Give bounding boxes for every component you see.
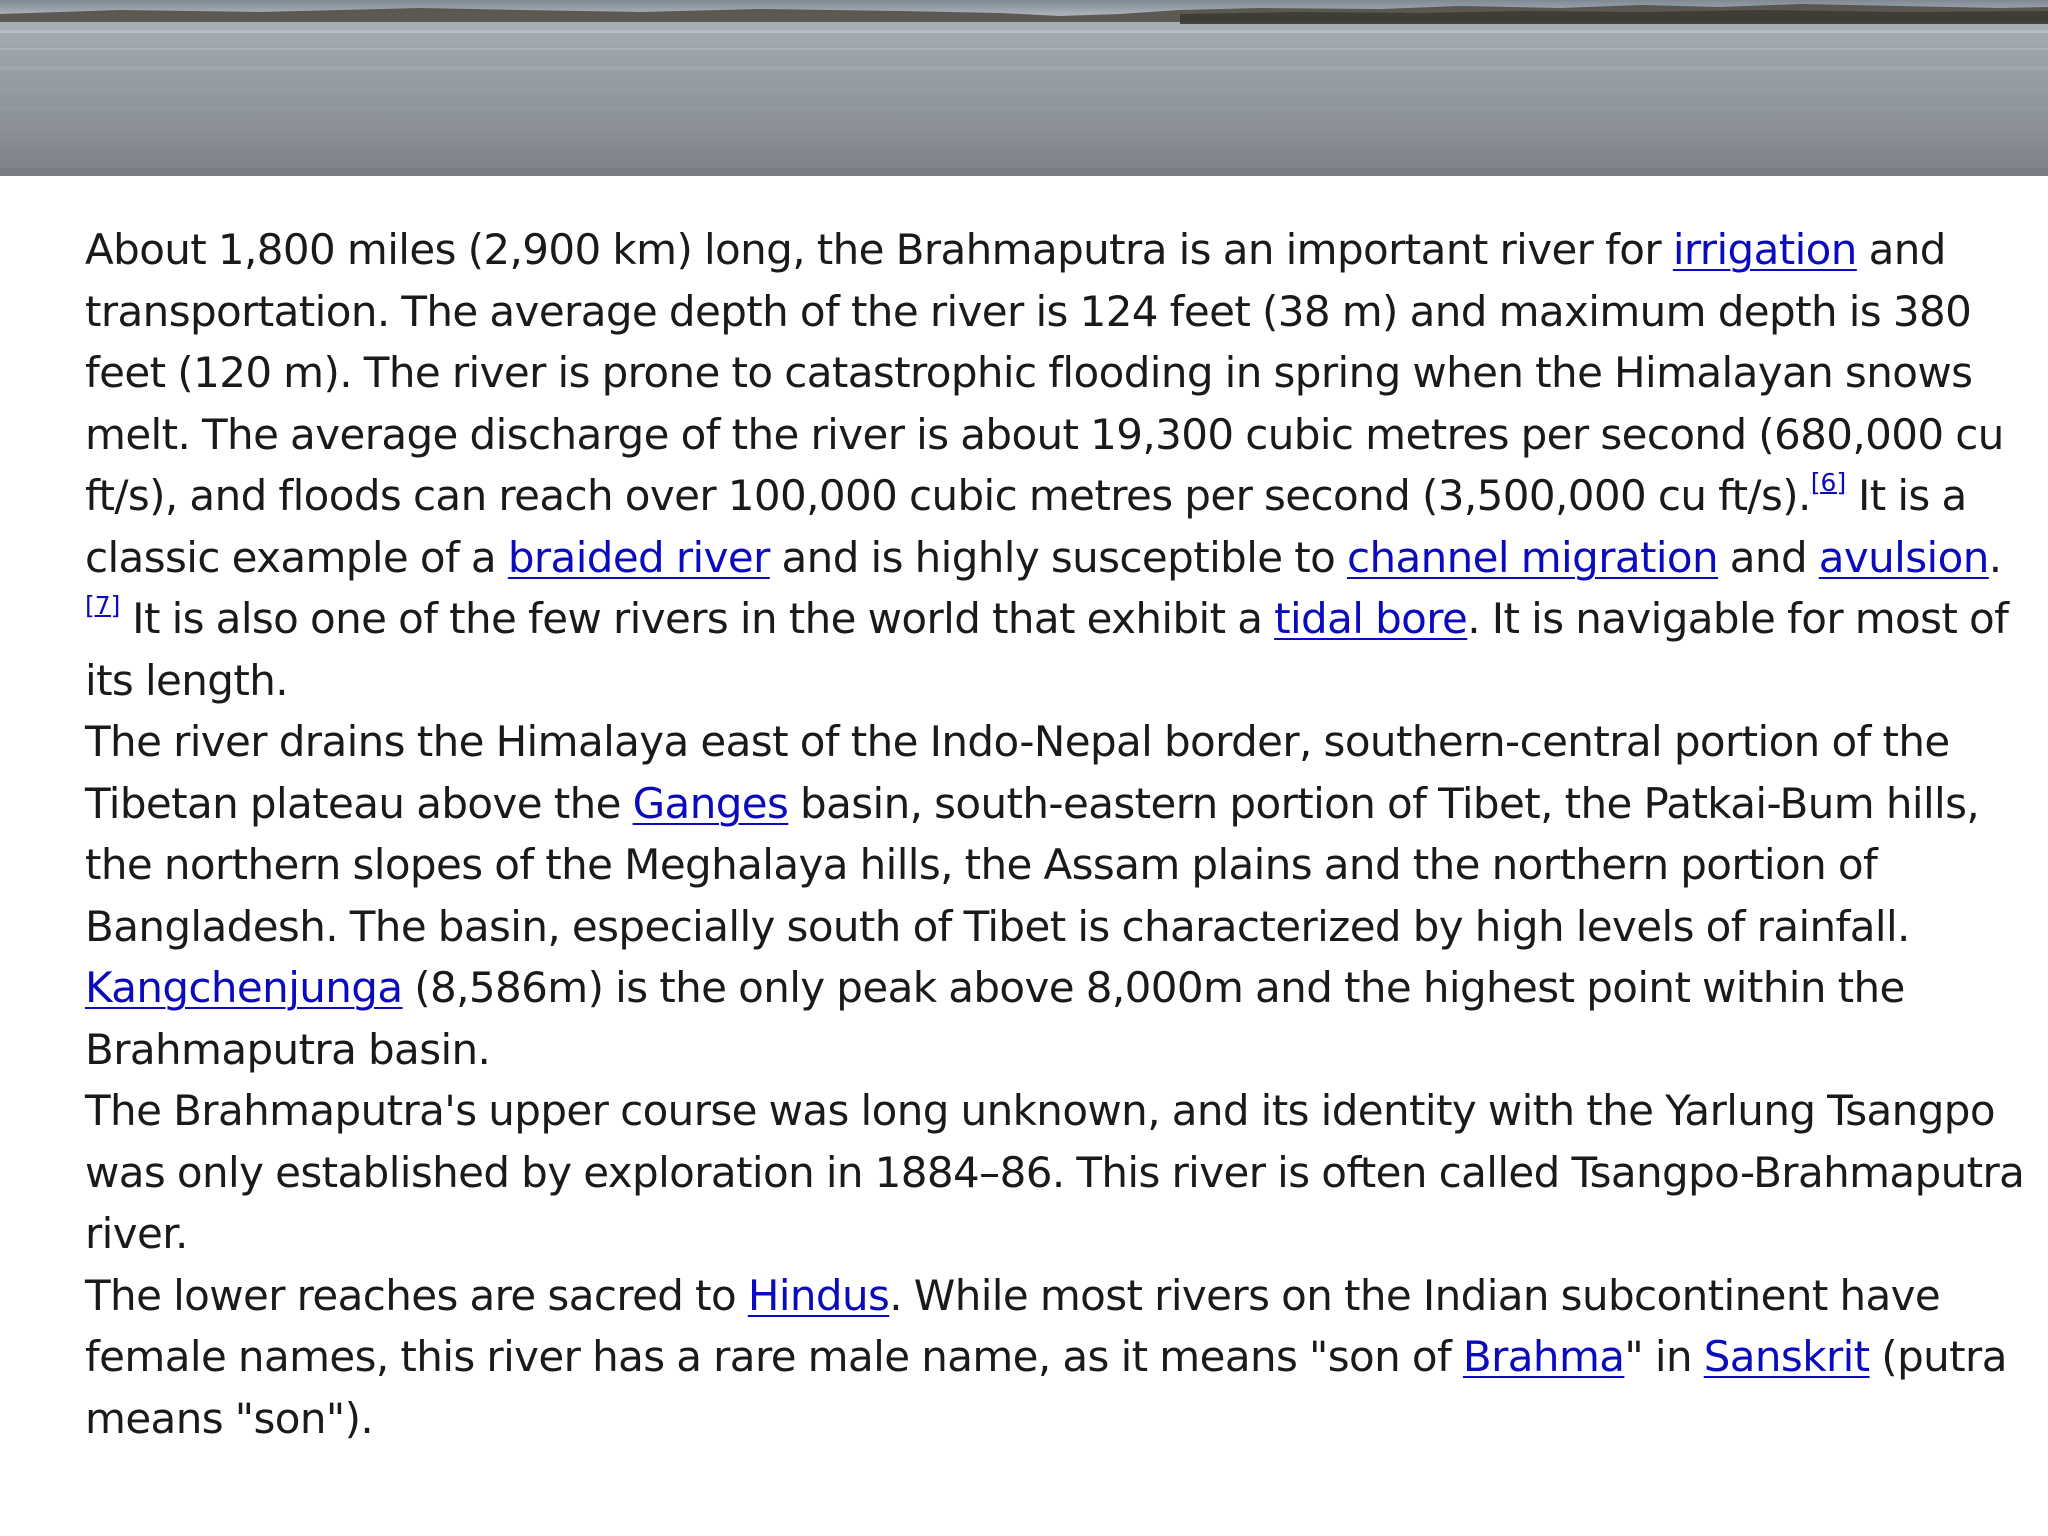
body-text: and is highly susceptible to: [769, 532, 1347, 582]
link-avulsion[interactable]: avulsion: [1818, 532, 1989, 582]
body-text: About 1,800 miles (2,900 km) long, the Brahmaputra is an important river for: [85, 225, 1673, 274]
reference-7: [85, 591, 120, 620]
article-paragraph: [85, 711, 2030, 1080]
river-photo-banner: [0, 0, 2048, 176]
body-text: . It is navigable for most of its length.: [85, 594, 2009, 705]
body-text: .: [1988, 532, 2002, 582]
article-paragraph: [85, 1265, 2030, 1450]
body-text: It is a classic example of a: [85, 471, 1967, 582]
article-paragraph: [85, 219, 2030, 711]
body-text: The Brahmaputra's upper course was long unknown, and its identity with the Yarlung Tsangpo was only established by exploration in 1884–86. This river is often called Tsangpo-Brahmaputra river.: [85, 1086, 2025, 1258]
link-irrigation[interactable]: irrigation: [1672, 225, 1857, 274]
article-body: [85, 219, 2030, 1449]
link-ganges[interactable]: Ganges: [632, 778, 789, 828]
body-text: (putra means "son").: [85, 1332, 2007, 1443]
link-tidal-bore[interactable]: tidal bore: [1274, 594, 1468, 643]
article-paragraph: [85, 1080, 2030, 1265]
link-sanskrit[interactable]: Sanskrit: [1703, 1332, 1870, 1381]
body-text: The lower reaches are sacred to: [85, 1270, 748, 1320]
reference-6: [1811, 468, 1846, 497]
river-photo: [0, 0, 2048, 176]
reference-7-link[interactable]: [7]: [85, 591, 121, 620]
link-brahma[interactable]: Brahma: [1462, 1332, 1625, 1381]
body-text: (8,586m) is the only peak above 8,000m and the highest point within the Brahmaputra basin.: [85, 963, 1905, 1074]
body-text: basin, south-eastern portion of Tibet, the Patkai-Bum hills, the northern slopes of the Meghalaya hills, the Assam plains and the northern portion of Bangladesh. The basin, especially south of Tibet is characterized by high levels of rainfall.: [85, 778, 1980, 951]
body-text: . While most rivers on the Indian subcontinent have female names, this river has a rare male name, as it means "son of: [85, 1270, 1941, 1381]
body-text: " in: [1624, 1332, 1704, 1381]
link-braided-river[interactable]: braided river: [507, 532, 770, 582]
link-kangchenjunga[interactable]: Kangchenjunga: [85, 963, 403, 1012]
link-hindus[interactable]: Hindus: [747, 1270, 890, 1320]
body-text: The river drains the Himalaya east of the Indo-Nepal border, southern-central portion of the Tibetan plateau above the: [85, 717, 1950, 828]
reference-6-link[interactable]: [6]: [1810, 468, 1847, 497]
body-text: and: [1718, 532, 1819, 582]
link-channel-migration[interactable]: channel migration: [1347, 532, 1719, 582]
body-text: It is also one of the few rivers in the world that exhibit a: [120, 594, 1275, 643]
body-text: and transportation. The average depth of the river is 124 feet (38 m) and maximum depth is 380 feet (120 m). The river is prone to catastrophic flooding in spring when the Himalayan snows melt. The average discharge of the river is about 19,300 cubic metres per second (680,000 cu ft/s), and floods can reach over 100,000 cubic metres per second (3,500,000 cu ft/s).: [85, 225, 2004, 520]
